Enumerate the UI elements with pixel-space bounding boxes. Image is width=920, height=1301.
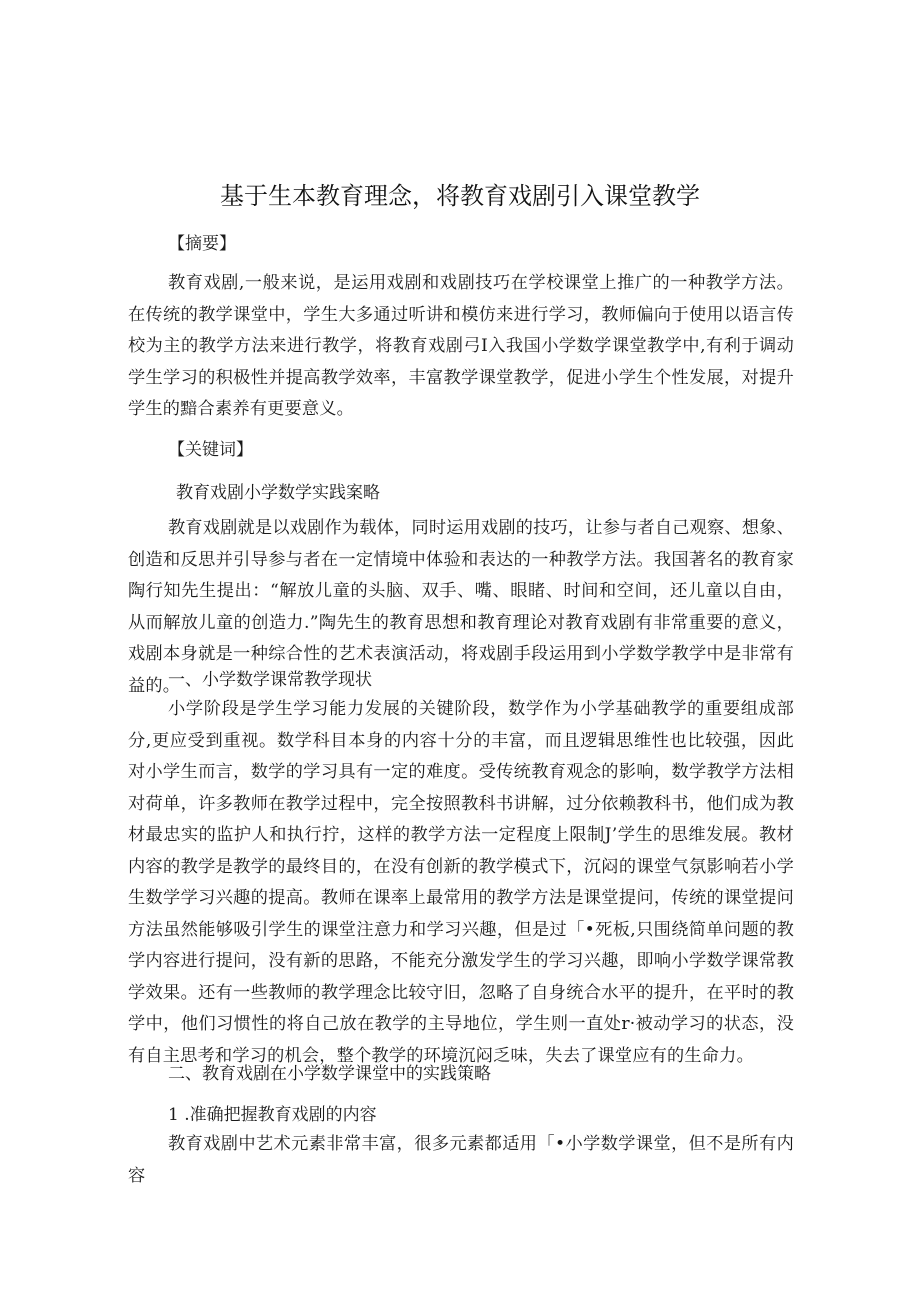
abstract-heading: 【摘要】 (168, 234, 236, 254)
subsection-1-paragraph: 教育戏剧中艺术元素非常丰富，很多元素都适用「•小学数学课堂，但不是所有内容 (128, 1134, 794, 1186)
document-title: 基于生本教育理念，将教育戏剧引入课堂教学 (220, 182, 700, 210)
intro-paragraph: 教育戏剧就是以戏剧作为载体，同时运用戏剧的技巧，让参与者自己观察、想象、创造和反思并引导参与者在一定情境中体验和表达的一种教学方法。我国著名的教育家陶行知先生提出：“解放儿童的头脑、双手、嘴、眼睹、时间和空间，还儿童以自由，从而解放儿童的创造力.”陶先生的教育思想和教育理论对教育戏剧有非常重要的意义，戏剧本身就是一种综合性的艺术表演活动，将戏剧手段运用到小学数学教学中是非常有益的。 (128, 518, 794, 696)
section-2-heading: 二、教育戏剧在小学数学课堂中的实践策略 (168, 1064, 491, 1084)
abstract-paragraph: 教育戏剧,一般来说，是运用戏剧和戏剧技巧在学校课堂上推广的一种教学方法。在传统的教学课堂中，学生大多通过听讲和模仿来进行学习，教师偏向于使用以语言传校为主的教学方法来进行教学，将教育戏剧弓I入我国小学数学课堂教学中,有利于调动学生学习的积极性并提高教学效率，丰富教学课堂教学，促进小学生个性发展，对提升学生的黯合素养有更要意义。 (128, 273, 794, 419)
section-1-paragraph: 小学阶段是学生学习能力发展的关键阶段，数学作为小学基础教学的重要组成部分,更应受到重视。数学科目本身的内容十分的丰富，而且逻辑思维性也比较强，因此对小学生而言，数学的学习具有一定的难度。受传统教育观念的影响，数学教学方法相对荷单，许多教师在教学过程中，完全按照教科书讲解，过分依赖教科书，他们成为教材最忠实的监护人和执行拧，这样的教学方法一定程度上限制J’学生的思维发展。教材内容的教学是教学的最终目的，在没有创新的教学模式下，沉闷的课堂气氛影响若小学生数学学习兴趣的提高。教师在课率上最常用的教学方法是课堂提问，传统的课堂提问方法虽然能够吸引学生的课堂注意力和学习兴趣，但是过「•死板,只围绕简单问题的教学内容进行提问，没有新的思路，不能充分激发学生的学习兴趣，即响小学数学课常教学效果。还有一些教师的教学理念比较守旧，忽略了自身统合水平的提升，在平时的教学中，他们习惯性的将自己放在教学的主导地位，学生则一直处r·被动学习的状态，没有自主思考和学习的机会，整个教学的环境沉闷乏味，失去了课堂应有的生命力。 (128, 699, 794, 1066)
keywords-heading: 【关键词】 (168, 440, 253, 460)
subsection-1-heading: 1 .准确把握教育戏剧的内容 (168, 1105, 377, 1125)
keywords-text: 教育戏剧小学数学实践案略 (176, 483, 380, 503)
section-1-heading: 一、小学数学课常教学现状 (168, 670, 372, 690)
